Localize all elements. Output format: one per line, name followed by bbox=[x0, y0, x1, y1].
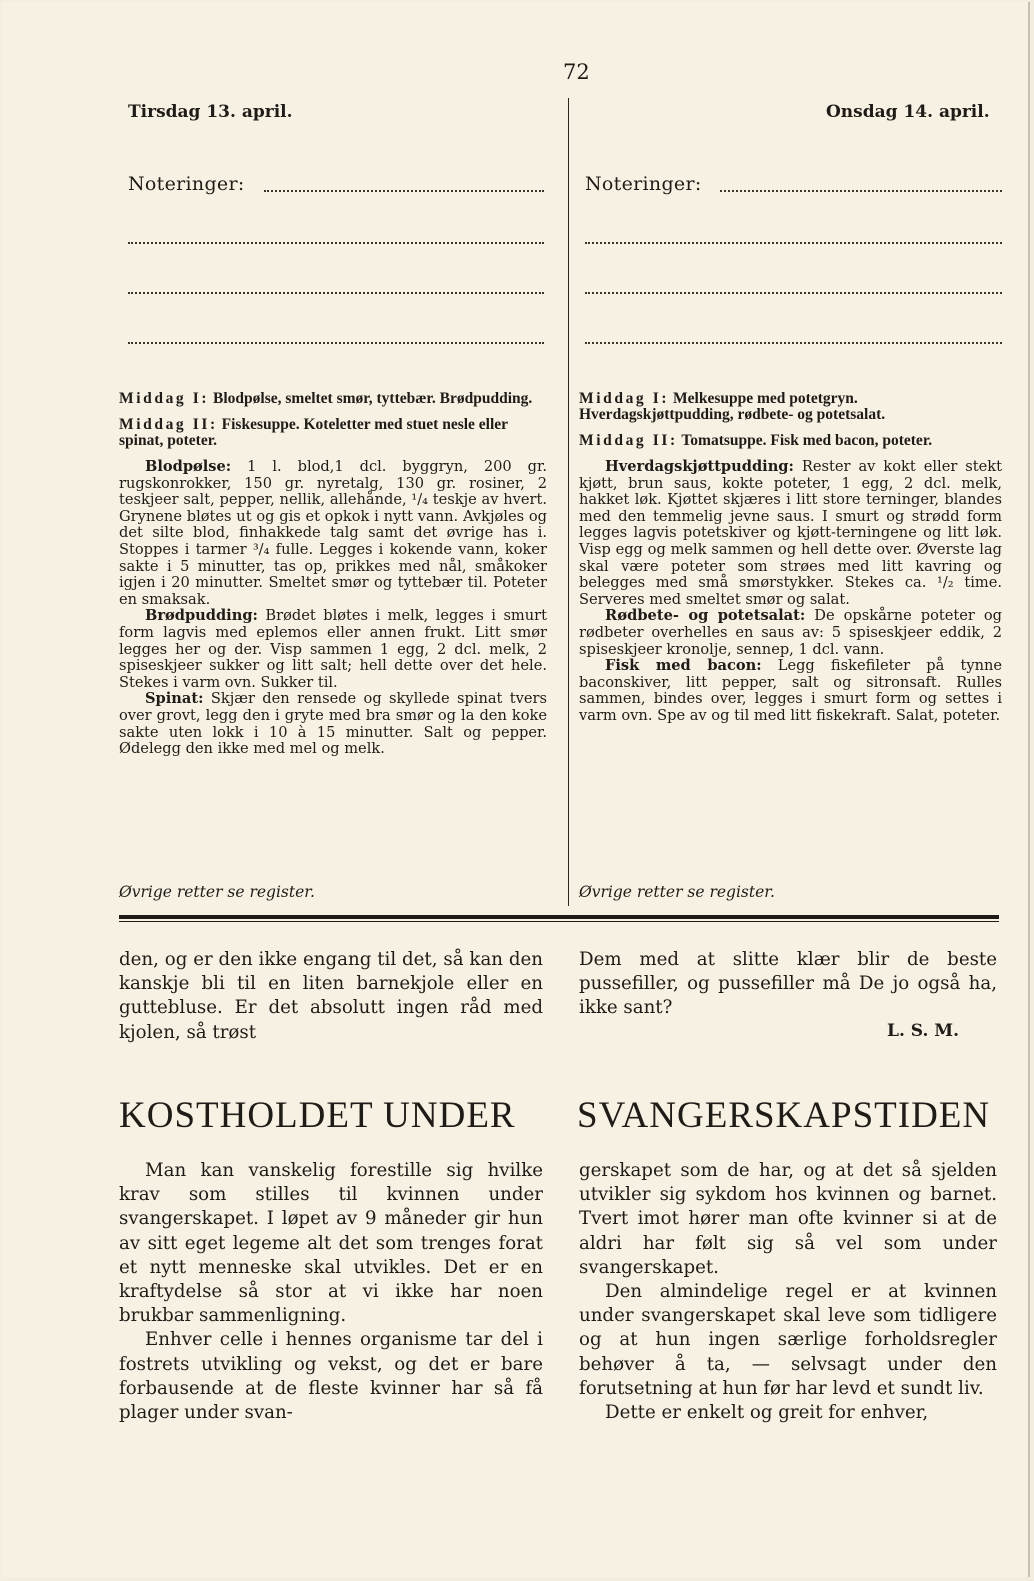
continuation-left bbox=[119, 948, 543, 1045]
recipe-blodpolse bbox=[119, 459, 547, 608]
middag-2-text: Tomatsuppe. Fisk med bacon, poteter. bbox=[681, 432, 933, 449]
right-notes-line-2[interactable] bbox=[585, 242, 1002, 244]
recipe-hverdagskjottpudding bbox=[579, 459, 1002, 608]
middag-1-label: Middag I: bbox=[579, 390, 670, 407]
recipe-title: Hverdagskjøttpudding: bbox=[605, 458, 794, 475]
section-rule-thick bbox=[119, 915, 999, 919]
recipe-title: Fisk med bacon: bbox=[605, 657, 762, 675]
recipe-title: Spinat: bbox=[145, 690, 204, 708]
middag-1-text: Blodpølse, smeltet smør, tyttebær. Brødpudding. bbox=[213, 390, 533, 407]
recipe-text: Brødet bløtes i melk, legges i smurt form lagvis med eplemos eller annen frukt. Litt smør legges her og der. Visp sammen 1 egg, 2 dcl. melk, 2 spiseskjeer sukker og litt salt; hell dette over det hele. Stekes i varm ovn. Sukker til. bbox=[119, 607, 548, 691]
recipe-title: Brødpudding: bbox=[145, 607, 258, 625]
article-left-column bbox=[119, 1159, 543, 1425]
left-middag-1 bbox=[119, 391, 547, 407]
recipe-rodbetesalat bbox=[579, 608, 1002, 658]
recipe-text: De opskårne poteter og rødbeter overhelles en saus av: 5 spiseskjeer eddik, 2 spiseskjeer kronolje, sennep, 1 dcl. vann. bbox=[579, 607, 1003, 658]
recipe-fisk-med-bacon bbox=[579, 658, 1002, 724]
right-middag-1 bbox=[579, 391, 1002, 423]
page-number: 72 bbox=[563, 60, 590, 84]
recipe-text: Skjær den rensede og skyllede spinat tvers over grovt, legg den i gryte med bra smør og la den koke sakte uten lokk i 10 à 15 minutter. Salt og pepper. Ødelegg den ikke med mel og melk. bbox=[119, 690, 548, 758]
recipe-text: 1 l. blod,1 dcl. byggryn, 200 gr. rugskonrokker, 150 gr. nyretalg, 130 gr. rosiner, 2 teskjeer salt, pepper, nellik, allehånde, ¹/₄ teskje av hvert. Grynene bløtes ut og gis et opkok i nytt vann. Avkjøles og det silte blod, finhakkede talg samt det øvrige has i. Stoppes i tarmer ³/₄ fulle. Legges i kokende vann, koker sakte i 5 minutter, tas op, prikkes med nål, småkoker igjen i 20 minutter. Smeltet smør og tyttebær til. Poteter en smaksak. bbox=[119, 458, 548, 608]
right-recipe-column bbox=[579, 391, 1002, 725]
recipe-spinat bbox=[119, 691, 547, 757]
article-paragraph: gerskapet som de har, og at det så sjelden utvikler sig sykdom hos kvinnen og barnet. Tvert imot hører man ofte kvinner si at de aldri har følt sig så vel som under svangerskapet. bbox=[579, 1160, 997, 1278]
right-notes-label: Noteringer: bbox=[585, 173, 702, 195]
left-notes-line-1[interactable] bbox=[264, 190, 544, 192]
headline-right: SVANGERSKAPSTIDEN bbox=[577, 1095, 991, 1136]
recipe-title: Rødbete- og potetsalat: bbox=[605, 607, 806, 625]
continuation-right-text: Dem med at slitte klær blir de beste pussefiller, og pussefiller må De jo også ha, ikke sant? bbox=[579, 949, 997, 1019]
middag-2-text: Fiskesuppe. Koteletter med stuet nesle eller spinat, poteter. bbox=[119, 416, 508, 449]
recipe-title: Blodpølse: bbox=[145, 458, 232, 475]
right-day-header: Onsdag 14. april. bbox=[826, 102, 990, 122]
article-paragraph: Enhver celle i hennes organisme tar del i fostrets utvikling og vekst, og det er bare forbausende at de fleste kvinner har så få plager under svan- bbox=[119, 1329, 543, 1424]
right-notes-line-4[interactable] bbox=[585, 342, 1002, 344]
section-rule-thin bbox=[119, 921, 999, 922]
middag-1-text: Melkesuppe med potetgryn. Hverdagskjøttpudding, rødbete- og potetsalat. bbox=[579, 390, 886, 423]
recipe-text: Rester av kokt eller stekt kjøtt, brun saus, kokte poteter, 1 egg, 2 dcl. melk, hakket løk. Kjøttet skjæres i litt store terninger, blandes med den temmelig jevne saus. I smurt og strødd form legges lagvis potetskiver og kjøtt-terningene og litt løk. Visp egg og melk sammen og hell dette over. Øverste lag skal være poteter som strøes med litt kavring og belegges med små smørstykker. Stekes ca. ¹/₂ time. Serveres med smeltet smør og salat. bbox=[579, 458, 1003, 608]
magazine-page bbox=[2, 2, 1030, 1577]
author-signature: L. S. M. bbox=[887, 1021, 960, 1041]
left-notes-line-2[interactable] bbox=[128, 242, 544, 244]
article-paragraph: Dette er enkelt og greit for enhver, bbox=[605, 1402, 929, 1424]
article-paragraph: Man kan vanskelig forestille sig hvilke krav som stilles til kvinnen under svangerskapet. I løpet av 9 måneder gir hun av sitt eget legeme alt det som trenges forat et nytt menneske skal utvikles. Det er en kraftydelse så stor at vi ikke har noen brukbar sammenligning. bbox=[119, 1160, 543, 1327]
middag-2-label: Middag II: bbox=[579, 432, 678, 449]
article-paragraph: Den almindelige regel er at kvinnen under svangerskapet skal leve som tidligere og at hun ingen særlige forholdsregler behøver å ta, — selvsagt under den forutsetning at hun før har levd et sundt liv. bbox=[579, 1281, 997, 1399]
left-middag-2 bbox=[119, 417, 547, 449]
right-notes-line-1[interactable] bbox=[720, 190, 1002, 192]
left-footer-note: Øvrige retter se register. bbox=[119, 883, 315, 901]
right-middag-2 bbox=[579, 433, 1002, 449]
headline-left: KOSTHOLDET UNDER bbox=[119, 1095, 516, 1136]
left-notes-label: Noteringer: bbox=[128, 173, 245, 195]
middag-1-label: Middag I: bbox=[119, 390, 210, 407]
continuation-left-text: den, og er den ikke engang til det, så kan den kanskje bli til en liten barnekjole eller en guttebluse. Er det absolutt ingen råd med kjolen, så trøst bbox=[119, 949, 543, 1043]
right-notes-line-3[interactable] bbox=[585, 292, 1002, 294]
recipe-brodpudding bbox=[119, 608, 547, 691]
left-notes-line-3[interactable] bbox=[128, 292, 544, 294]
middag-2-label: Middag II: bbox=[119, 416, 218, 433]
left-notes-line-4[interactable] bbox=[128, 342, 544, 344]
recipe-text: Legg fiskefileter på tynne baconskiver, litt pepper, salt og sitronsaft. Rulles sammen, bindes over, legges i smurt form og settes i varm ovn. Spe av og til med litt fiskekraft. Salat, poteter. bbox=[579, 657, 1003, 724]
continuation-right bbox=[579, 948, 997, 1021]
column-divider bbox=[568, 98, 569, 906]
left-recipe-column bbox=[119, 391, 547, 758]
article-right-column bbox=[579, 1159, 997, 1425]
right-footer-note: Øvrige retter se register. bbox=[579, 883, 775, 901]
left-day-header: Tirsdag 13. april. bbox=[128, 102, 293, 122]
